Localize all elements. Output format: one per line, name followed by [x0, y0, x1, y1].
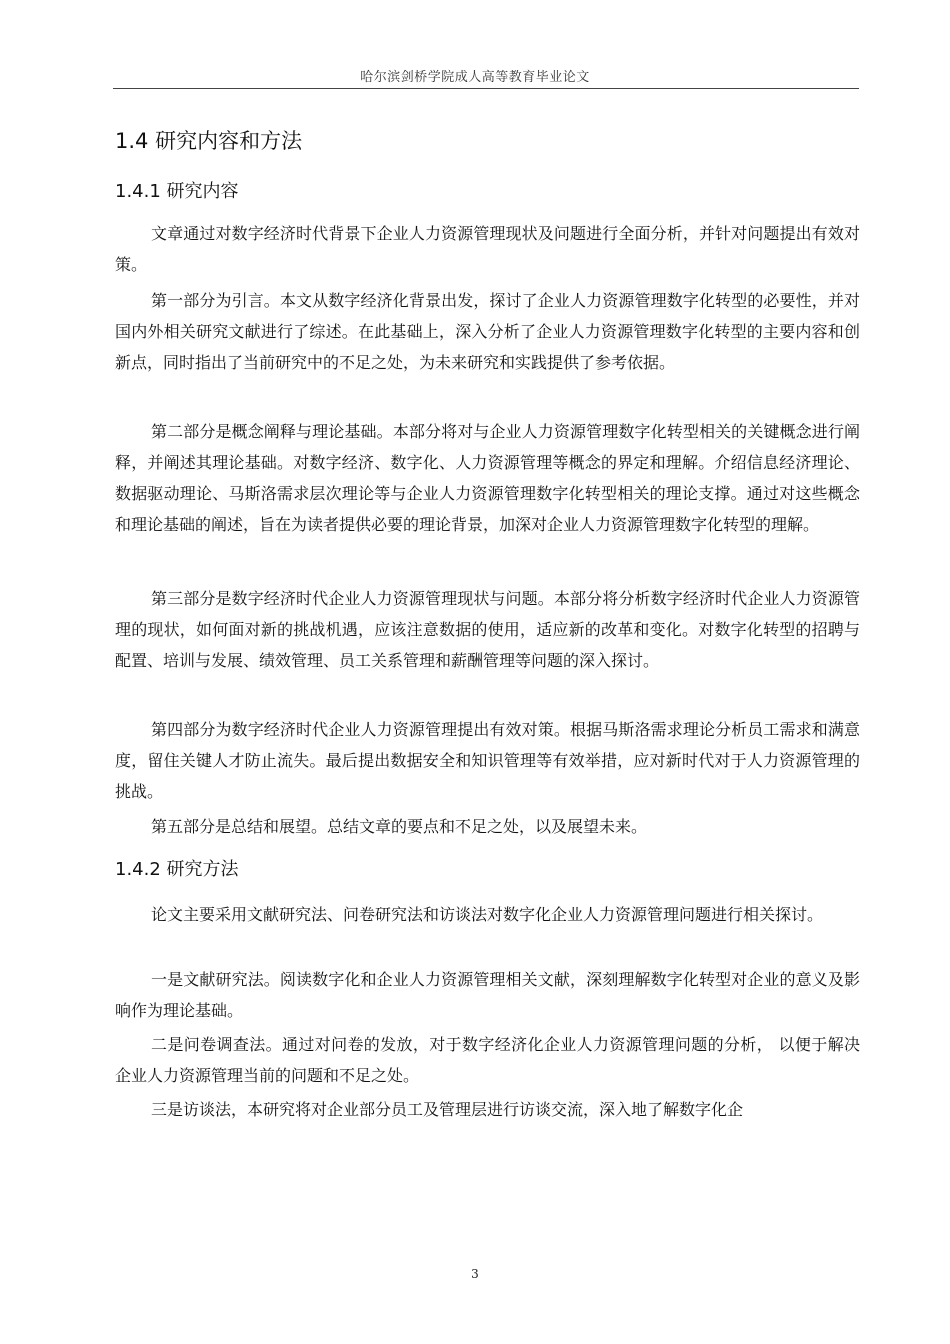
paragraph: 第一部分为引言。本文从数字经济化背景出发，探讨了企业人力资源管理数字化转型的必要性，并对国内外相关研究文献进行了综述。在此基础上，深入分析了企业人力资源管理数字化转型的主要内容和创新点，同时指出了当前研究中的不足之处，为未来研究和实践提供了参考依据。: [115, 291, 860, 372]
header-divider: [113, 88, 859, 89]
paragraph: 第二部分是概念阐释与理论基础。本部分将对与企业人力资源管理数字化转型相关的关键概念进行阐释，并阐述其理论基础。对数字经济、数字化、人力资源管理等概念的界定和理解。介绍信息经济理论、数据驱动理论、马斯洛需求层次理论等与企业人力资源管理数字化转型相关的理论支撑。通过对这些概念和理论基础的阐述，旨在为读者提供必要的理论背景，加深对企业人力资源管理数字化转型的理解。: [115, 422, 860, 534]
paragraph: 二是问卷调查法。通过对问卷的发放，对于数字经济化企业人力资源管理问题的分析， 以便于解决企业人力资源管理当前的问题和不足之处。: [115, 1035, 860, 1085]
subsection-heading-content: 1.4.1 研究内容: [115, 181, 239, 202]
paragraph: 第五部分是总结和展望。总结文章的要点和不足之处，以及展望未来。: [151, 817, 648, 836]
paragraph: 论文主要采用文献研究法、问卷研究法和访谈法对数字化企业人力资源管理问题进行相关探讨。: [151, 905, 824, 924]
paragraph: 文章通过对数字经济时代背景下企业人力资源管理现状及问题进行全面分析，并针对问题提出有效对策。: [115, 224, 860, 274]
page-number: 3: [471, 1267, 479, 1281]
paragraph: 一是文献研究法。阅读数字化和企业人力资源管理相关文献，深刻理解数字化转型对企业的意义及影响作为理论基础。: [115, 970, 860, 1020]
running-header: 哈尔滨剑桥学院成人高等教育毕业论文: [360, 70, 590, 85]
paragraph: 第四部分为数字经济时代企业人力资源管理提出有效对策。根据马斯洛需求理论分析员工需求和满意度，留住关键人才防止流失。最后提出数据安全和知识管理等有效举措，应对新时代对于人力资源管理的挑战。: [115, 720, 860, 801]
paragraph: 第三部分是数字经济时代企业人力资源管理现状与问题。本部分将分析数字经济时代企业人力资源管理的现状，如何面对新的挑战机遇，应该注意数据的使用，适应新的改革和变化。对数字化转型的招聘与配置、培训与发展、绩效管理、员工关系管理和薪酬管理等问题的深入探讨。: [115, 589, 860, 670]
paragraph: 三是访谈法，本研究将对企业部分员工及管理层进行访谈交流，深入地了解数字化企: [151, 1100, 744, 1119]
subsection-heading-methods: 1.4.2 研究方法: [115, 859, 239, 880]
section-heading: 1.4 研究内容和方法: [115, 129, 303, 153]
